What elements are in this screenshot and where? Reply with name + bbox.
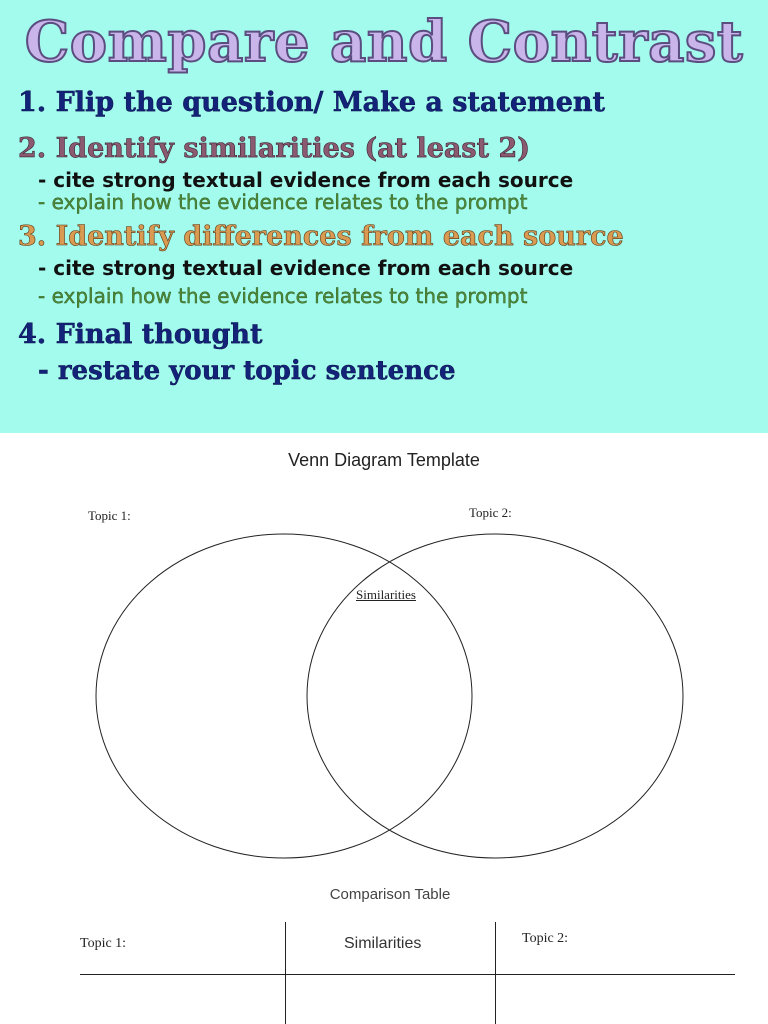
step-3-cite-evidence: - cite strong textual evidence from each source xyxy=(38,256,574,280)
step-4-final-thought: 4. Final thought xyxy=(18,319,263,350)
table-header-topic-1: Topic 1: xyxy=(80,936,127,951)
step-2-similarities: 2. Identify similarities (at least 2) xyxy=(18,133,531,164)
venn-similarities-label: Similarities xyxy=(356,587,416,602)
step-2-explain-evidence: - explain how the evidence relates to the prompt xyxy=(38,190,528,214)
table-header-similarities: Similarities xyxy=(344,935,422,952)
venn-left-circle xyxy=(96,534,472,858)
step-2-cite-evidence: - cite strong textual evidence from each source xyxy=(38,168,574,192)
step-3-differences: 3. Identify differences from each source xyxy=(18,221,624,252)
table-divider-left xyxy=(285,922,286,1024)
table-header-rule xyxy=(80,974,735,975)
page-title: Compare and Contrast xyxy=(24,9,744,75)
instructions-banner xyxy=(0,0,768,433)
step-4-restate-topic: - restate your topic sentence xyxy=(38,356,456,386)
venn-diagram xyxy=(0,520,768,865)
venn-topic-2-label: Topic 2: xyxy=(469,505,512,520)
venn-diagram-title: Venn Diagram Template xyxy=(288,450,480,470)
table-header-topic-2: Topic 2: xyxy=(522,931,569,946)
venn-right-circle xyxy=(307,534,683,858)
step-3-explain-evidence: - explain how the evidence relates to the prompt xyxy=(38,284,528,308)
venn-topic-1-label: Topic 1: xyxy=(88,508,131,523)
comparison-table-title: Comparison Table xyxy=(329,886,451,903)
table-divider-right xyxy=(495,922,496,1024)
step-1-flip-question: 1. Flip the question/ Make a statement xyxy=(18,87,605,118)
